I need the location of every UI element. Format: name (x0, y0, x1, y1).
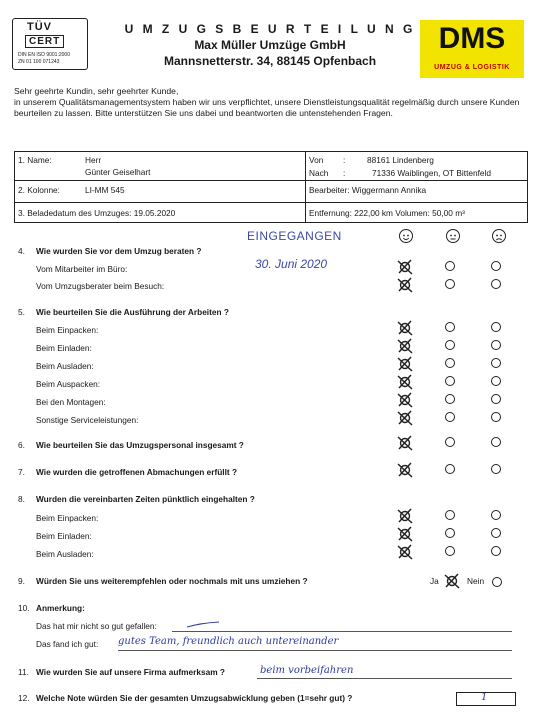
q9-text: Würden Sie uns weiterempfehlen oder nochmals mit uns umziehen ? (36, 576, 308, 586)
q5-e-option-negative[interactable] (491, 394, 501, 404)
q5-c-option-negative[interactable] (491, 358, 501, 368)
q8-a-option-negative[interactable] (491, 510, 501, 520)
q10-number: 10. (18, 603, 30, 613)
intro-body: in unserem Qualitätsmanagementsystem haben wir uns verpflichtet, unsere Dienstleistungsqualität regelmäßig durch unsere Kunden beurteilen zu lassen. Bitte unterstützen Sie uns dabei und beantworten die untenstehenden Fragen. (14, 97, 520, 118)
q5-c-option-positive-checked[interactable] (396, 355, 414, 373)
q8-c-option-positive-checked[interactable] (396, 543, 414, 561)
nach-value: 71336 Waiblingen, OT Bittenfeld (372, 168, 491, 178)
q9-nein-option[interactable] (492, 577, 502, 587)
q5-a-label: Beim Einpacken: (36, 325, 99, 335)
q4-b-option-negative[interactable] (491, 279, 501, 289)
q5-b-label: Beim Einladen: (36, 343, 92, 353)
received-stamp: EINGEGANGEN (247, 229, 342, 243)
q12-answer: 1 (481, 692, 488, 703)
q10-b-label: Das fand ich gut: (36, 639, 99, 649)
q6-number: 6. (18, 440, 25, 450)
q9-ja-label: Ja (430, 576, 439, 586)
q7-option-positive-checked[interactable] (396, 461, 414, 479)
q6-text: Wie beurteilen Sie das Umzugspersonal insgesamt ? (36, 440, 244, 450)
q12-text: Welche Note würden Sie der gesamten Umzugsabwicklung geben (1=sehr gut) ? (36, 693, 353, 703)
q12-number: 12. (18, 693, 30, 703)
q8-b-option-positive-checked[interactable] (396, 525, 414, 543)
tuv-logo-number: ZN 01 100 071243 (18, 59, 60, 65)
q5-e-option-positive-checked[interactable] (396, 391, 414, 409)
q5-e-option-neutral[interactable] (445, 394, 455, 404)
intro-greeting: Sehr geehrte Kundin, sehr geehrter Kunde, (14, 86, 179, 96)
q5-a-option-negative[interactable] (491, 322, 501, 332)
q10-a-label: Das hat mir nicht so gut gefallen: (36, 621, 157, 631)
tuv-logo-top: TÜV (27, 21, 52, 33)
kolonne-label: 2. Kolonne: (18, 185, 60, 195)
name-value: Günter Geiselhart (85, 167, 151, 177)
q10-a-dash (186, 620, 220, 630)
q4-text: Wie wurden Sie vor dem Umzug beraten ? (36, 246, 202, 256)
dms-logo-text: DMS (438, 22, 506, 55)
q5-f-option-negative[interactable] (491, 412, 501, 422)
entfernung-volumen: Entfernung: 222,00 km Volumen: 50,00 m³ (309, 208, 465, 218)
q5-f-label: Sonstige Serviceleistungen: (36, 415, 139, 425)
von-separator: : (343, 155, 346, 165)
q5-b-option-positive-checked[interactable] (396, 337, 414, 355)
bearbeiter: Bearbeiter: Wiggermann Annika (309, 185, 427, 195)
q8-a-label: Beim Einpacken: (36, 513, 99, 523)
q11-line (257, 678, 512, 679)
q8-c-option-negative[interactable] (491, 546, 501, 556)
dms-logo-subtitle: UMZUG & LOGISTIK (434, 64, 510, 71)
q8-text: Wurden die vereinbarten Zeiten pünktlich eingehalten ? (36, 494, 255, 504)
q5-e-label: Bei den Montagen: (36, 397, 106, 407)
tuv-logo-cert: CERT (25, 35, 64, 48)
q7-text: Wie wurden die getroffenen Abmachungen erfüllt ? (36, 467, 238, 477)
company-address: Mannsnetterstr. 34, 88145 Opfenbach (163, 54, 377, 68)
q4-b-option-neutral[interactable] (445, 279, 455, 289)
q6-option-negative[interactable] (491, 437, 501, 447)
q10-b-line (118, 650, 512, 651)
name-label: 1. Name: (18, 155, 52, 165)
q5-b-option-neutral[interactable] (445, 340, 455, 350)
von-label: Von (309, 155, 324, 165)
q8-number: 8. (18, 494, 25, 504)
q5-b-option-negative[interactable] (491, 340, 501, 350)
q8-b-label: Beim Einladen: (36, 531, 92, 541)
beladedatum: 3. Beladedatum des Umzuges: 19.05.2020 (18, 208, 176, 218)
tuv-cert-logo (12, 18, 88, 70)
q4-number: 4. (18, 246, 25, 256)
q8-b-option-neutral[interactable] (445, 528, 455, 538)
q4-a-option-positive-checked[interactable] (396, 258, 414, 276)
q5-d-option-negative[interactable] (491, 376, 501, 386)
q5-text: Wie beurteilen Sie die Ausführung der Arbeiten ? (36, 307, 229, 317)
sad-face-icon (492, 229, 506, 243)
q4-b-label: Vom Umzugsberater beim Besuch: (36, 281, 165, 291)
q5-d-option-positive-checked[interactable] (396, 373, 414, 391)
q5-d-label: Beim Auspacken: (36, 379, 101, 389)
q11-text: Wie wurden Sie auf unsere Firma aufmerksam ? (36, 667, 225, 677)
q5-a-option-positive-checked[interactable] (396, 319, 414, 337)
q6-option-neutral[interactable] (445, 437, 455, 447)
neutral-face-icon (446, 229, 460, 243)
q4-b-option-positive-checked[interactable] (396, 276, 414, 294)
q8-a-option-positive-checked[interactable] (396, 507, 414, 525)
tuv-logo-iso: DIN EN ISO 9001:2000 (18, 52, 70, 58)
form-title: U M Z U G S B E U R T E I L U N G (124, 22, 416, 36)
q5-f-option-positive-checked[interactable] (396, 409, 414, 427)
q4-a-option-neutral[interactable] (445, 261, 455, 271)
company-name: Max Müller Umzüge GmbH (194, 38, 346, 52)
dms-logo (420, 20, 524, 78)
q8-c-label: Beim Ausladen: (36, 549, 94, 559)
q7-number: 7. (18, 467, 25, 477)
q12-grade-box[interactable] (456, 692, 516, 706)
customer-info-table (14, 151, 528, 223)
q11-answer: beim vorbeifahren (260, 665, 354, 676)
q6-option-positive-checked[interactable] (396, 434, 414, 452)
q7-option-neutral[interactable] (445, 464, 455, 474)
q5-d-option-neutral[interactable] (445, 376, 455, 386)
q5-a-option-neutral[interactable] (445, 322, 455, 332)
received-date-stamp: 30. Juni 2020 (255, 257, 328, 271)
q5-f-option-neutral[interactable] (445, 412, 455, 422)
happy-face-icon (399, 229, 413, 243)
q5-number: 5. (18, 307, 25, 317)
q11-number: 11. (18, 667, 29, 677)
nach-label: Nach (309, 168, 329, 178)
q8-b-option-negative[interactable] (491, 528, 501, 538)
kolonne-value: LI-MM 545 (85, 185, 125, 195)
q10-text: Anmerkung: (36, 603, 85, 613)
q4-a-option-negative[interactable] (491, 261, 501, 271)
intro-text (14, 86, 526, 119)
name-salutation: Herr (85, 155, 102, 165)
q7-option-negative[interactable] (491, 464, 501, 474)
q9-number: 9. (18, 576, 25, 586)
nach-separator: : (343, 168, 346, 178)
q9-ja-option-checked[interactable] (443, 572, 461, 590)
q4-a-label: Vom Mitarbeiter im Büro: (36, 264, 128, 274)
von-value: 88161 Lindenberg (367, 155, 434, 165)
q5-c-label: Beim Ausladen: (36, 361, 94, 371)
q8-a-option-neutral[interactable] (445, 510, 455, 520)
q8-c-option-neutral[interactable] (445, 546, 455, 556)
q10-a-line (172, 631, 512, 632)
q9-nein-label: Nein (467, 576, 485, 586)
q10-b-answer: gutes Team, freundlich auch untereinander (118, 636, 339, 647)
q5-c-option-neutral[interactable] (445, 358, 455, 368)
